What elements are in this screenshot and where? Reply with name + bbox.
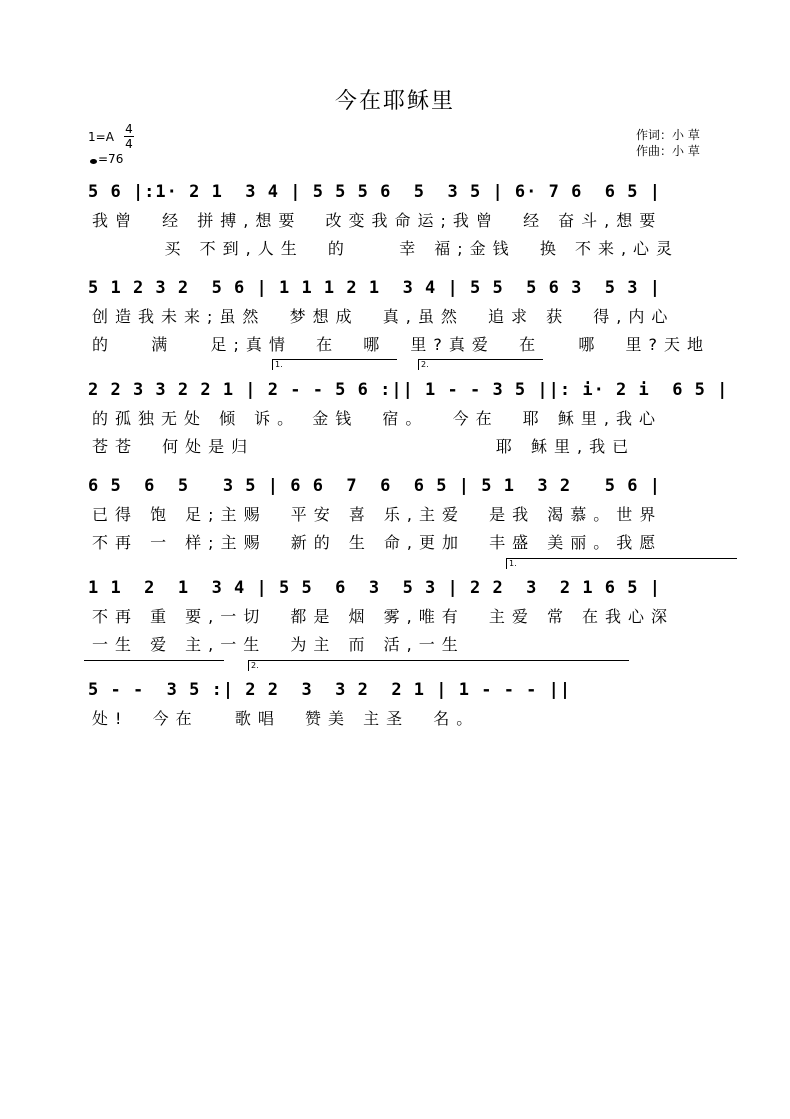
time-signature [124,122,134,151]
volta-first-b: 1. [506,558,737,569]
lyric-verse-2: 不再 一 样;主赐 新的 生 命,更加 丰盛 美丽。我愿 [92,533,663,552]
notes-line: 2 2 3 3 2 2 1 | 2 - - 5 6 :|| 1 - - 3 5 ||: i· 2 i 6 5 | [88,380,729,400]
time-denominator: 4 [125,137,133,151]
credits [636,127,700,159]
tempo-value: =76 [98,152,124,166]
lyric-verse-2: 的 满 足;真情 在 哪 里?真爱 在 哪 里?天地 [92,335,711,354]
time-numerator: 4 [125,122,133,136]
quarter-note-icon [90,159,97,164]
lyric-verse-1: 已得 饱 足;主赐 平安 喜 乐,主爱 是我 渴慕。世界 [92,505,663,524]
composer: 作曲：小 草 [636,144,700,158]
lyric-verse-2: 苍苍 何处是归 耶 稣里,我已 [92,437,636,456]
lyric-verse-1: 不再 重 要,一切 都是 烟 雾,唯有 主爱 常 在我心深 [92,607,675,626]
volta-second-b: 2. [248,660,629,671]
lyricist: 作词：小 草 [636,128,700,142]
notes-line: 5 6 |:1· 2 1 3 4 | 5 5 5 6 5 3 5 | 6· 7 6 6 5 | [88,182,661,202]
notes-line: 5 - - 3 5 :| 2 2 3 3 2 2 1 | 1 - - - || [88,680,572,700]
lyric-verse-1: 创造我未来;虽然 梦想成 真,虽然 追求 获 得,内心 [92,307,675,326]
song-title: 今在耶稣里 [334,89,455,114]
tempo-mark [90,152,123,166]
lyric-verse-2: 买 不到,人生 的 幸 福;金钱 换 不来,心灵 [92,239,680,258]
notes-line: 5 1 2 3 2 5 6 | 1 1 1 2 1 3 4 | 5 5 5 6 3 5 3 | [88,278,661,298]
lyric-verse-1: 处! 今在 歌唱 赞美 主圣 名。 [92,709,480,728]
lyric-verse-1: 我曾 经 拼搏,想要 改变我命运;我曾 经 奋斗,想要 [92,211,663,230]
lyric-verse-2: 一生 爱 主,一生 为主 而 活,一生 [92,635,465,654]
volta-second: 2. [418,359,543,370]
notes-line: 1 1 2 1 3 4 | 5 5 6 3 5 3 | 2 2 3 2 1 6 5 | [88,578,661,598]
volta-first: 1. [272,359,397,370]
volta-end-line [84,660,224,661]
notes-line: 6 5 6 5 3 5 | 6 6 7 6 6 5 | 5 1 3 2 5 6 | [88,476,661,496]
lyric-verse-1: 的孤独无处 倾 诉。 金钱 宿。 今在 耶 稣里,我心 [92,409,662,428]
key-signature: 1=A [88,130,114,144]
